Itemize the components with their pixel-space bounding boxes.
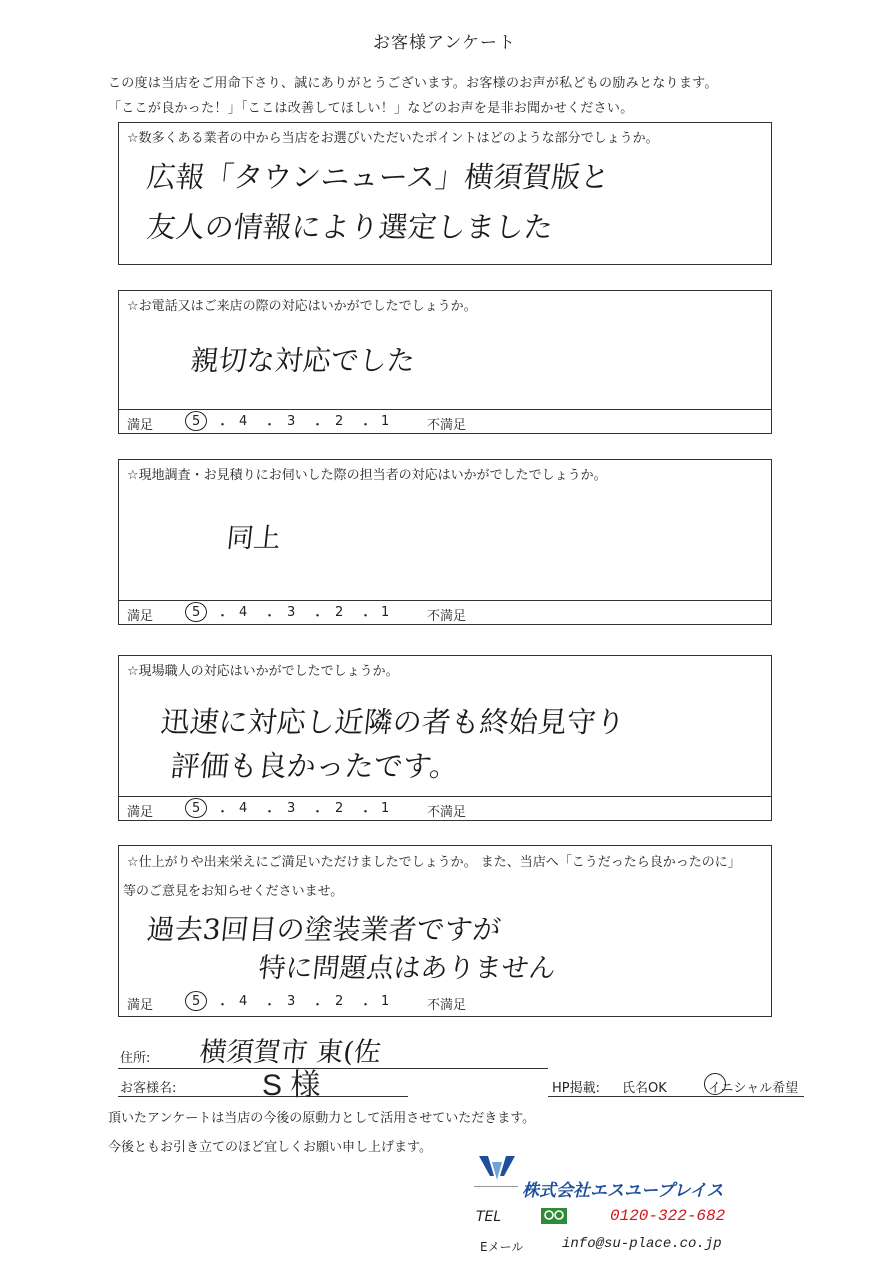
rating-1[interactable]: 1 — [381, 414, 390, 429]
intro-line-2: 「ここが良かった！」「ここは改善してほしい！」などのお声を是非お聞かせください。 — [108, 101, 634, 116]
rating-1[interactable]: 1 — [381, 605, 390, 620]
question-text: ☆現場職人の対応はいかがでしたでしょうか。 — [127, 664, 399, 679]
question-box-2 — [118, 290, 772, 434]
address-label: 住所: — [120, 1051, 151, 1066]
question-text: ☆数多くある業者の中から当店をお選びいただいたポイントはどのような部分でしょうか。 — [127, 131, 659, 146]
rating-1[interactable]: 1 — [381, 994, 390, 1009]
rating-2[interactable]: 2 — [335, 801, 344, 816]
rating-label-satisfied: 満足 — [127, 609, 154, 624]
hp-underline — [548, 1096, 804, 1097]
rating-3[interactable]: 3 — [287, 994, 296, 1009]
rating-4[interactable]: 4 — [239, 414, 248, 429]
question-box-4 — [118, 655, 772, 821]
rating-4[interactable]: 4 — [239, 801, 248, 816]
rating-3[interactable]: 3 — [287, 414, 296, 429]
question-box-1 — [118, 122, 772, 265]
hp-option-initials[interactable]: イニシャル希望 — [708, 1081, 799, 1096]
rating-4[interactable]: 4 — [239, 994, 248, 1009]
tel-number[interactable]: 0120-322-682 — [610, 1207, 726, 1225]
address-underline — [118, 1068, 548, 1069]
intro-line-1: この度は当店をご用命下さり、誠にありがとうございます。お客様のお声が私どもの励みとなります。 — [108, 76, 718, 91]
logo-caption-rule — [474, 1186, 518, 1195]
rating-5[interactable]: 5 — [192, 994, 201, 1009]
company-logo-icon — [476, 1152, 518, 1184]
handwritten-answer: 過去3回目の塗装業者ですが — [145, 913, 503, 946]
question-text: ☆現地調査・お見積りにお伺いした際の担当者の対応はいかがでしたでしょうか。 — [127, 468, 607, 483]
closing-line-2: 今後ともお引き立てのほど宜しくお願い申し上げます。 — [108, 1140, 432, 1155]
handwritten-answer: 広報「タウンニュース」横須賀版と — [145, 160, 612, 194]
closing-line-1: 頂いたアンケートは当店の今後の原動力として活用させていただきます。 — [108, 1111, 536, 1126]
question-text: ☆お電話又はご来店の際の対応はいかがでしたでしょうか。 — [127, 299, 477, 314]
hp-option-fullname[interactable]: 氏名OK — [622, 1081, 667, 1096]
rating-2[interactable]: 2 — [335, 414, 344, 429]
company-name: 株式会社エスユープレイス — [522, 1181, 724, 1201]
tel-label: TEL — [476, 1209, 502, 1225]
address-value: 横須賀市 東(佐 — [198, 1037, 383, 1068]
customer-name-value: S 様 — [262, 1069, 321, 1102]
rating-4[interactable]: 4 — [239, 605, 248, 620]
rating-2[interactable]: 2 — [335, 994, 344, 1009]
rating-label-satisfied: 満足 — [127, 418, 154, 433]
handwritten-answer: 親切な対応でした — [189, 344, 417, 377]
rating-label-satisfied: 満足 — [127, 805, 154, 820]
email-label: Eメール — [480, 1240, 524, 1254]
name-underline — [118, 1096, 408, 1097]
rating-row: 満足 5 ・ 4 ・ 3 ・ 2 ・ 1 不満足 — [119, 990, 771, 1014]
rating-label-unsatisfied: 不満足 — [427, 418, 467, 433]
handwritten-answer: 評価も良かったです。 — [169, 749, 461, 783]
question-text-line-1: ☆仕上がりや出来栄えにご満足いただけましたでしょうか。 また、当店へ「こうだったら良かったのに」 — [127, 855, 741, 870]
handwritten-answer: 迅速に対応し近隣の者も終始見守り — [159, 705, 627, 739]
customer-name-label: お客様名: — [120, 1081, 177, 1096]
rating-5[interactable]: 5 — [192, 414, 201, 429]
freedial-icon — [540, 1207, 568, 1225]
rating-label-unsatisfied: 不満足 — [427, 998, 467, 1013]
rating-row: 満足 5 ・ 4 ・ 3 ・ 2 ・ 1 不満足 — [119, 409, 771, 434]
hp-label: HP掲載: — [552, 1081, 600, 1096]
rating-2[interactable]: 2 — [335, 605, 344, 620]
question-box-3 — [118, 459, 772, 625]
rating-row: 満足 5 ・ 4 ・ 3 ・ 2 ・ 1 不満足 — [119, 600, 771, 625]
question-box-5 — [118, 845, 772, 1017]
rating-1[interactable]: 1 — [381, 801, 390, 816]
rating-label-unsatisfied: 不満足 — [427, 609, 467, 624]
rating-3[interactable]: 3 — [287, 801, 296, 816]
rating-5[interactable]: 5 — [192, 605, 201, 620]
rating-row: 満足 5 ・ 4 ・ 3 ・ 2 ・ 1 不満足 — [119, 796, 771, 821]
email-address[interactable]: info@su-place.co.jp — [562, 1236, 722, 1252]
handwritten-answer: 同上 — [225, 523, 283, 554]
rating-label-unsatisfied: 不満足 — [427, 805, 467, 820]
page-title: お客様アンケート — [373, 33, 516, 53]
rating-3[interactable]: 3 — [287, 605, 296, 620]
rating-label-satisfied: 満足 — [127, 998, 154, 1013]
question-text-line-2: 等のご意見をお知らせくださいませ。 — [123, 884, 344, 899]
rating-5[interactable]: 5 — [192, 801, 201, 816]
handwritten-answer: 特に問題点はありません — [257, 953, 558, 984]
handwritten-answer: 友人の情報により選定しました — [145, 210, 555, 244]
